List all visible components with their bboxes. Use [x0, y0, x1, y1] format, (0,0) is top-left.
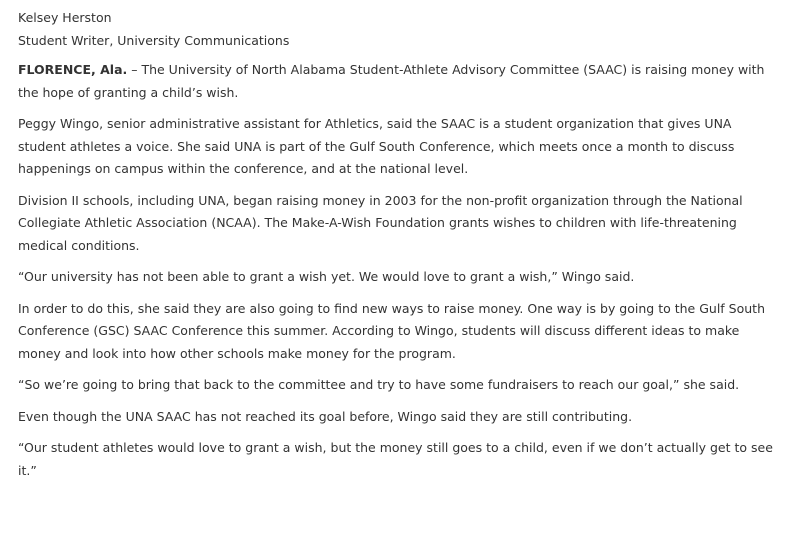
dateline: FLORENCE, Ala.	[18, 62, 128, 77]
lead-paragraph	[18, 59, 782, 104]
author-name: Kelsey Herston	[18, 10, 112, 25]
quote-paragraph-2: “So we’re going to bring that back to the committee and try to have some fundraisers to reach our goal,” she said.	[18, 377, 740, 392]
paragraph-3: In order to do this, she said they are also going to find new ways to raise money. One way is by going to the Gulf South Conference (GSC) SAAC Conference this summer. According to Wingo, students will discuss different ideas to make money and look into how other schools make money for the program.	[18, 300, 765, 361]
quote-paragraph-1: “Our university has not been able to grant a wish yet. We would love to grant a wish,” Wingo said.	[18, 269, 635, 284]
paragraph-4: Even though the UNA SAAC has not reached its goal before, Wingo said they are still contributing.	[18, 408, 633, 424]
author-role: Student Writer, University Communications	[18, 32, 290, 48]
quote-paragraph-3: “Our student athletes would love to grant a wish, but the money still goes to a child, even if we don’t actually get to see it.”	[18, 440, 773, 478]
byline	[18, 7, 782, 52]
lead-text: – The University of North Alabama Student-Athlete Advisory Committee (SAAC) is raising money with the hope of granting a child’s wish.	[18, 62, 765, 100]
paragraph-1: Peggy Wingo, senior administrative assistant for Athletics, said the SAAC is a student organization that gives UNA student athletes a voice. She said UNA is part of the Gulf South Conference, which meets once a month to discuss happenings on campus within the conference, and at the national level.	[18, 116, 735, 176]
paragraph-2: Division II schools, including UNA, began raising money in 2003 for the non-profit organization through the National Collegiate Athletic Association (NCAA). The Make-A-Wish Foundation grants wishes to children with life-threatening medical conditions.	[18, 192, 743, 253]
